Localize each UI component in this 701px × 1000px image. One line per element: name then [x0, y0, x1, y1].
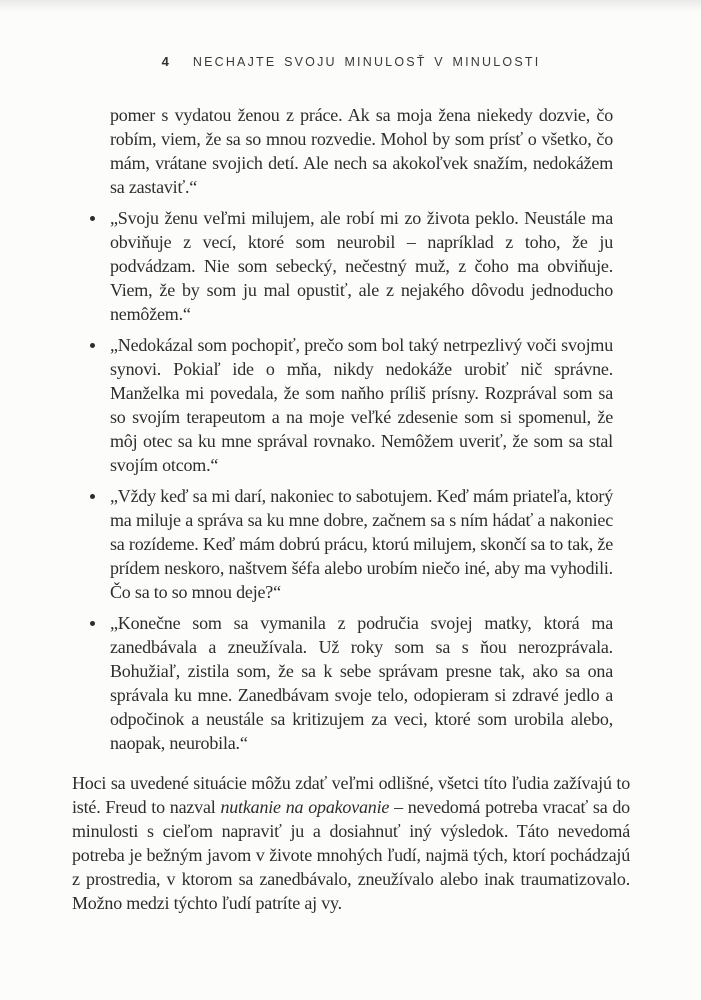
quote-text: „Svoju ženu veľmi milujem, ale robí mi zo života peklo. Neustále ma obviňuje z vecí, ktoré som neurobil – napríklad z toho, že ju podvádzam. Nie som sebecký, nečestný muž, z čoho ma obviňuje. Viem, že by som ju mal opustiť, ale z nejakého dôvodu jednoducho nemôžem.“ — [110, 208, 613, 324]
quote-text: „Konečne som sa vymanila z područia svojej matky, ktorá ma zanedbávala a zneužívala. Už roky som sa s ňou nerozprávala. Bohužiaľ, zistila som, že sa k sebe správam presne tak, ako sa ona správala ku mne. Zanedbávam svoje telo, odopieram si zdravé jedlo a odpočinok a neustále sa kritizujem za veci, ktoré som urobila alebo, naopak, neurobila.“ — [110, 613, 613, 753]
quote-block — [110, 103, 613, 755]
closing-paragraph — [72, 771, 630, 915]
bullet-icon — [90, 621, 95, 626]
page-header — [72, 54, 630, 69]
closing-text-after: – nevedomá potreba vracať sa do minulosti s cieľom napraviť ju a dosiahnuť iný výsledok. Táto nevedomá potreba je bežným javom v živote mnohých ľudí, najmä tých, ktorí pochádzajú z prostredia, v ktorom sa zanedbávalo, zneužívalo alebo inak traumatizovalo. Možno medzi týchto ľudí patríte aj vy. — [72, 797, 630, 913]
bullet-icon — [90, 216, 95, 221]
quote-list — [110, 206, 613, 755]
quote-continuation-paragraph: pomer s vydatou ženou z práce. Ak sa moja žena niekedy dozvie, čo robím, viem, že sa so mnou rozvedie. Mohol by som prísť o všetko, čo mám, vrátane svojich detí. Ale nech sa akokoľvek snažím, nedokážem sa zastaviť.“ — [110, 105, 613, 197]
list-item — [110, 333, 613, 477]
list-item — [110, 611, 613, 755]
bullet-icon — [90, 343, 95, 348]
page-number: 4 — [161, 54, 169, 69]
closing-text-before: Hoci sa uvedené situácie môžu zdať veľmi odlišné, všetci títo ľudia zažívajú to isté. Freud to nazval — [72, 773, 630, 817]
running-title: NECHAJTE SVOJU MINULOSŤ V MINULOSTI — [192, 55, 541, 69]
list-item — [110, 206, 613, 326]
italic-term: nutkanie na opakovanie — [220, 797, 390, 817]
bullet-icon — [90, 494, 95, 499]
page-body — [72, 103, 630, 915]
list-item — [110, 484, 613, 604]
quote-text: „Nedokázal som pochopiť, prečo som bol taký netrpezlivý voči svojmu synovi. Pokiaľ ide o mňa, nikdy nedokáže urobiť nič správne. Manželka mi povedala, že som naňho príliš prísny. Rozprával som sa so svojím terapeutom a na moje veľké zdesenie som si spomenul, že môj otec sa ku mne správal rovnako. Nemôžem uveriť, že som sa stal svojím otcom.“ — [110, 335, 613, 475]
quote-text: „Vždy keď sa mi darí, nakoniec to sabotujem. Keď mám priateľa, ktorý ma miluje a správa sa ku mne dobre, začnem sa s ním hádať a nakoniec sa rozídeme. Keď mám dobrú prácu, ktorú milujem, skončí sa to tak, že prídem neskoro, naštvem šéfa alebo urobím niečo iné, aby ma vyhodili. Čo sa to so mnou deje?“ — [110, 486, 613, 602]
